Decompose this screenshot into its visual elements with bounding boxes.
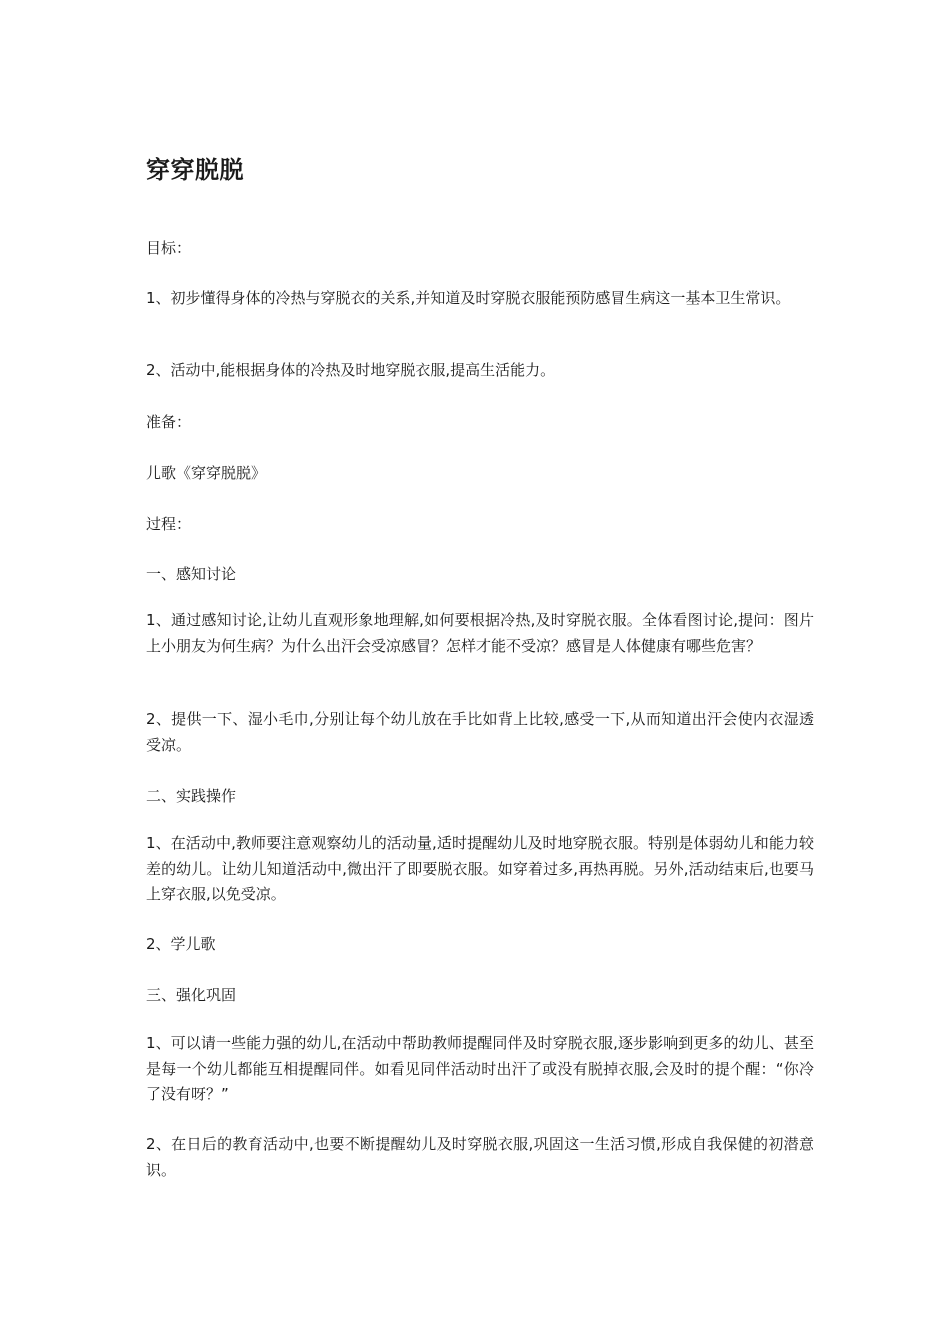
process-3-item-1: 1、可以请一些能力强的幼儿,在活动中帮助教师提醒同伴及时穿脱衣服,逐步影响到更多的幼儿、甚至是每一个幼儿都能互相提醒同伴。如看见同伴活动时出汗了或没有脱掉衣服,会及时的提个醒：“你冷了没有呀？” bbox=[146, 1034, 814, 1103]
document-title: 穿穿脱脱 bbox=[146, 156, 244, 184]
process-heading-1: 一、感知讨论 bbox=[146, 565, 237, 583]
process-3-item-2: 2、在日后的教育活动中,也要不断提醒幼儿及时穿脱衣服,巩固这一生活习惯,形成自我保健的初潜意识。 bbox=[146, 1135, 814, 1179]
process-2-item-1: 1、在活动中,教师要注意观察幼儿的活动量,适时提醒幼儿及时地穿脱衣服。特别是体弱幼儿和能力较差的幼儿。让幼儿知道活动中,微出汗了即要脱衣服。如穿着过多,再热再脱。另外,活动结束后,也要马上穿衣服,以免受凉。 bbox=[146, 834, 814, 903]
section-label-preparation: 准备： bbox=[146, 413, 192, 431]
goal-item-2: 2、活动中,能根据身体的冷热及时地穿脱衣服,提高生活能力。 bbox=[146, 361, 556, 379]
process-2-item-2: 2、学儿歌 bbox=[146, 935, 216, 953]
process-heading-2: 二、实践操作 bbox=[146, 787, 237, 805]
preparation-item: 儿歌《穿穿脱脱》 bbox=[146, 464, 267, 482]
section-label-process: 过程： bbox=[146, 515, 192, 533]
section-label-goals: 目标： bbox=[146, 239, 192, 257]
process-heading-3: 三、强化巩固 bbox=[146, 986, 237, 1004]
process-1-item-2: 2、提供一下、湿小毛巾,分别让每个幼儿放在手比如背上比较,感受一下,从而知道出汗会使内衣湿透受凉。 bbox=[146, 710, 814, 754]
goal-item-1: 1、初步懂得身体的冷热与穿脱衣的关系,并知道及时穿脱衣服能预防感冒生病这一基本卫生常识。 bbox=[146, 289, 791, 307]
process-1-item-1: 1、通过感知讨论,让幼儿直观形象地理解,如何要根据冷热,及时穿脱衣服。全体看图讨论,提问：图片上小朋友为何生病？为什么出汗会受凉感冒？怎样才能不受凉？感冒是人体健康有哪些危害？ bbox=[146, 611, 814, 655]
